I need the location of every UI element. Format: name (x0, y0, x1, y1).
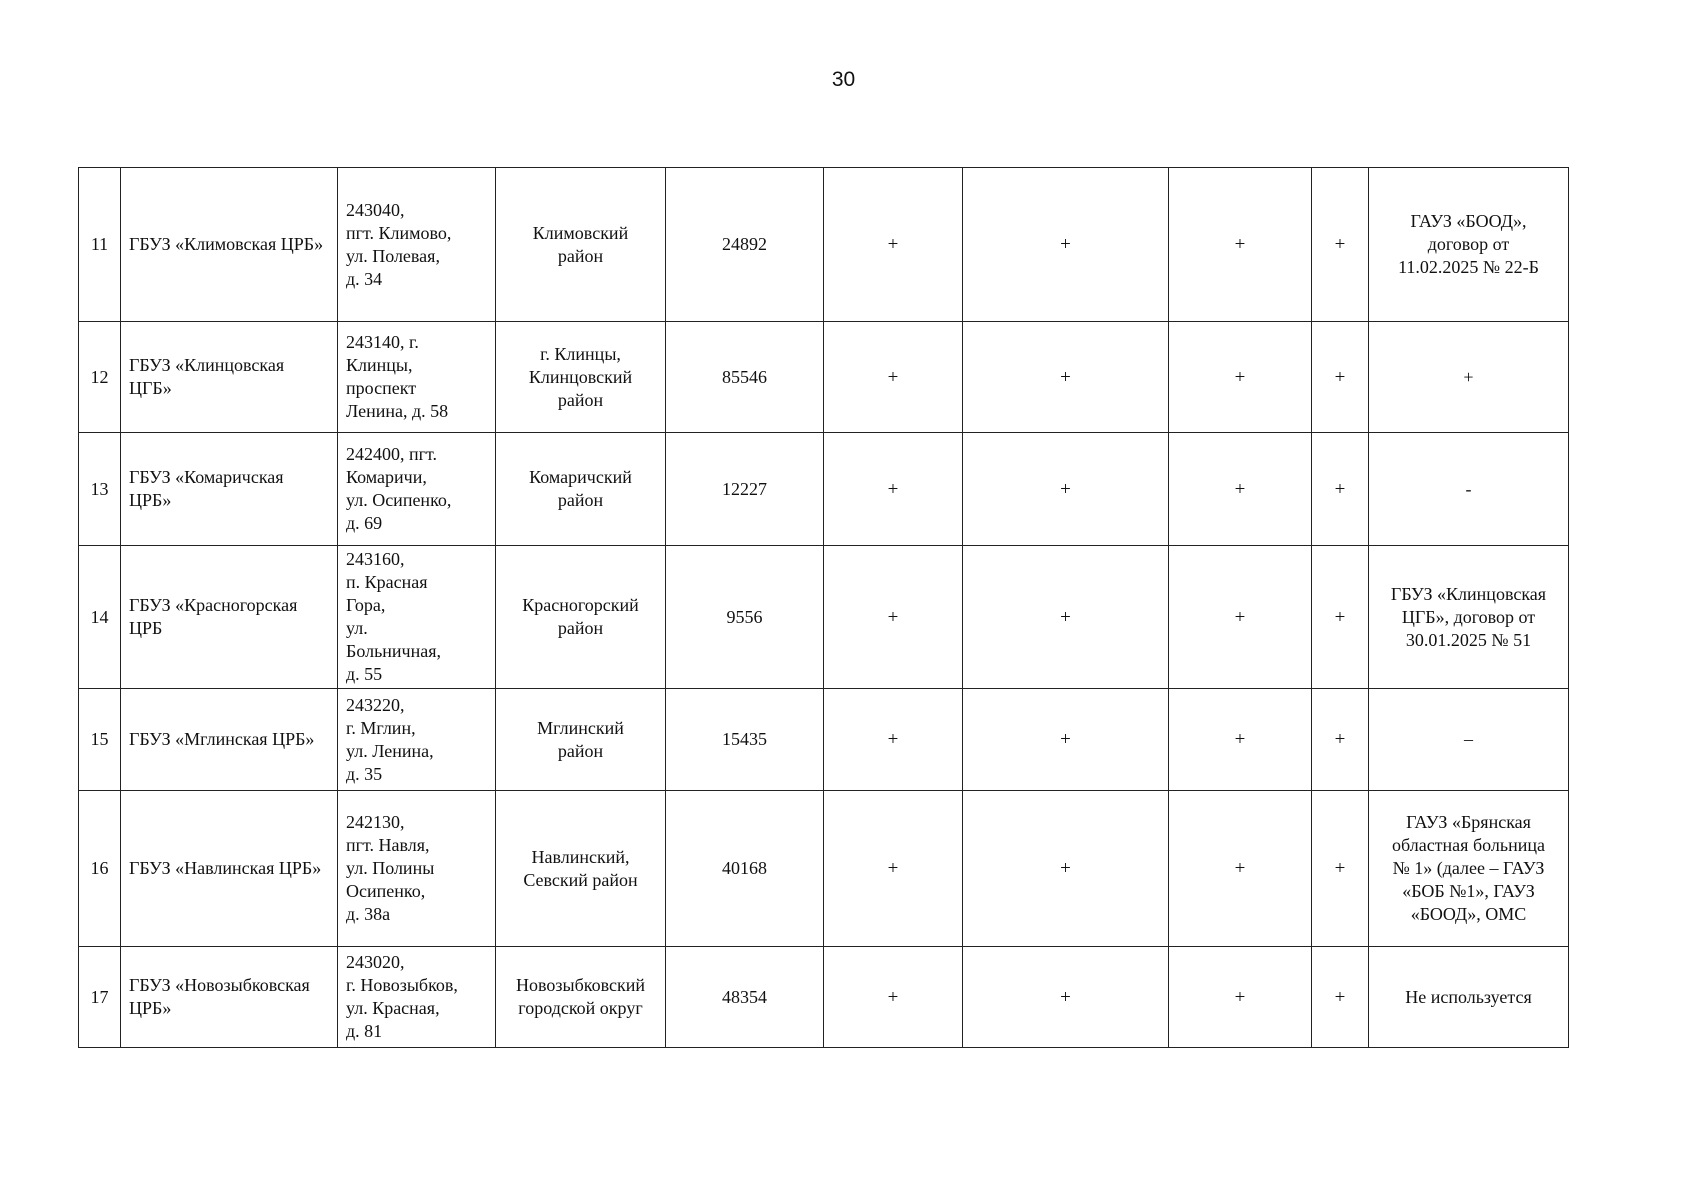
note-cell: ГАУЗ «Брянская областная больница № 1» (далее – ГАУЗ «БОБ №1», ГАУЗ «БООД», ОМС (1369, 791, 1569, 947)
table-row (79, 168, 1569, 322)
mark-cell: + (824, 689, 963, 791)
row-number: 12 (79, 322, 121, 433)
population-count: 48354 (666, 947, 824, 1048)
mark-cell: + (824, 791, 963, 947)
population-count: 9556 (666, 546, 824, 689)
institution-name: ГБУЗ «Навлинская ЦРБ» (121, 791, 338, 947)
mark-cell: + (1169, 168, 1312, 322)
row-number: 15 (79, 689, 121, 791)
mark-cell: + (963, 433, 1169, 546)
note-cell: ГАУЗ «БООД», договор от 11.02.2025 № 22-Б (1369, 168, 1569, 322)
institution-name: ГБУЗ «Новозыбковская ЦРБ» (121, 947, 338, 1048)
institution-name: ГБУЗ «Климовская ЦРБ» (121, 168, 338, 322)
service-area: г. Клинцы, Клинцовский район (496, 322, 666, 433)
service-area: Комаричский район (496, 433, 666, 546)
mark-cell: + (824, 947, 963, 1048)
mark-cell: + (963, 546, 1169, 689)
mark-cell: + (963, 168, 1169, 322)
institution-address: 243020, г. Новозыбков, ул. Красная, д. 81 (338, 947, 496, 1048)
mark-cell: + (1312, 791, 1369, 947)
population-count: 24892 (666, 168, 824, 322)
mark-cell: + (1169, 791, 1312, 947)
mark-cell: + (1312, 947, 1369, 1048)
institution-address: 243220, г. Мглин, ул. Ленина, д. 35 (338, 689, 496, 791)
table-row (79, 689, 1569, 791)
institution-name: ГБУЗ «Мглинская ЦРБ» (121, 689, 338, 791)
institution-address: 243040, пгт. Климово, ул. Полевая, д. 34 (338, 168, 496, 322)
mark-cell: + (1169, 689, 1312, 791)
institution-address: 243140, г. Клинцы, проспект Ленина, д. 58 (338, 322, 496, 433)
mark-cell: + (1312, 322, 1369, 433)
mark-cell: + (824, 433, 963, 546)
mark-cell: + (1169, 322, 1312, 433)
mark-cell: + (1169, 433, 1312, 546)
note-cell: + (1369, 322, 1569, 433)
service-area: Навлинский, Севский район (496, 791, 666, 947)
mark-cell: + (824, 168, 963, 322)
registry-table (78, 167, 1569, 1048)
table-row (79, 791, 1569, 947)
table-row (79, 947, 1569, 1048)
table-row (79, 546, 1569, 689)
service-area: Мглинский район (496, 689, 666, 791)
mark-cell: + (963, 689, 1169, 791)
mark-cell: + (1169, 947, 1312, 1048)
mark-cell: + (963, 322, 1169, 433)
mark-cell: + (1312, 546, 1369, 689)
institution-name: ГБУЗ «Клинцовская ЦГБ» (121, 322, 338, 433)
service-area: Климовский район (496, 168, 666, 322)
population-count: 15435 (666, 689, 824, 791)
population-count: 12227 (666, 433, 824, 546)
mark-cell: + (1312, 168, 1369, 322)
service-area: Новозыбковский городской округ (496, 947, 666, 1048)
table-row (79, 433, 1569, 546)
population-count: 85546 (666, 322, 824, 433)
service-area: Красногорский район (496, 546, 666, 689)
mark-cell: + (824, 546, 963, 689)
institution-address: 242130, пгт. Навля, ул. Полины Осипенко, д. 38а (338, 791, 496, 947)
note-cell: Не используется (1369, 947, 1569, 1048)
page-number: 30 (831, 68, 856, 91)
mark-cell: + (1169, 546, 1312, 689)
population-count: 40168 (666, 791, 824, 947)
row-number: 13 (79, 433, 121, 546)
mark-cell: + (1312, 689, 1369, 791)
table-row (79, 322, 1569, 433)
note-cell: ГБУЗ «Клинцовская ЦГБ», договор от 30.01.2025 № 51 (1369, 546, 1569, 689)
note-cell: – (1369, 689, 1569, 791)
institution-address: 242400, пгт. Комаричи, ул. Осипенко, д. 69 (338, 433, 496, 546)
institution-name: ГБУЗ «Красногорская ЦРБ (121, 546, 338, 689)
note-cell: - (1369, 433, 1569, 546)
row-number: 11 (79, 168, 121, 322)
institution-name: ГБУЗ «Комаричская ЦРБ» (121, 433, 338, 546)
row-number: 14 (79, 546, 121, 689)
row-number: 17 (79, 947, 121, 1048)
institution-address: 243160, п. Красная Гора, ул. Больничная, д. 55 (338, 546, 496, 689)
mark-cell: + (963, 947, 1169, 1048)
mark-cell: + (1312, 433, 1369, 546)
mark-cell: + (824, 322, 963, 433)
mark-cell: + (963, 791, 1169, 947)
row-number: 16 (79, 791, 121, 947)
